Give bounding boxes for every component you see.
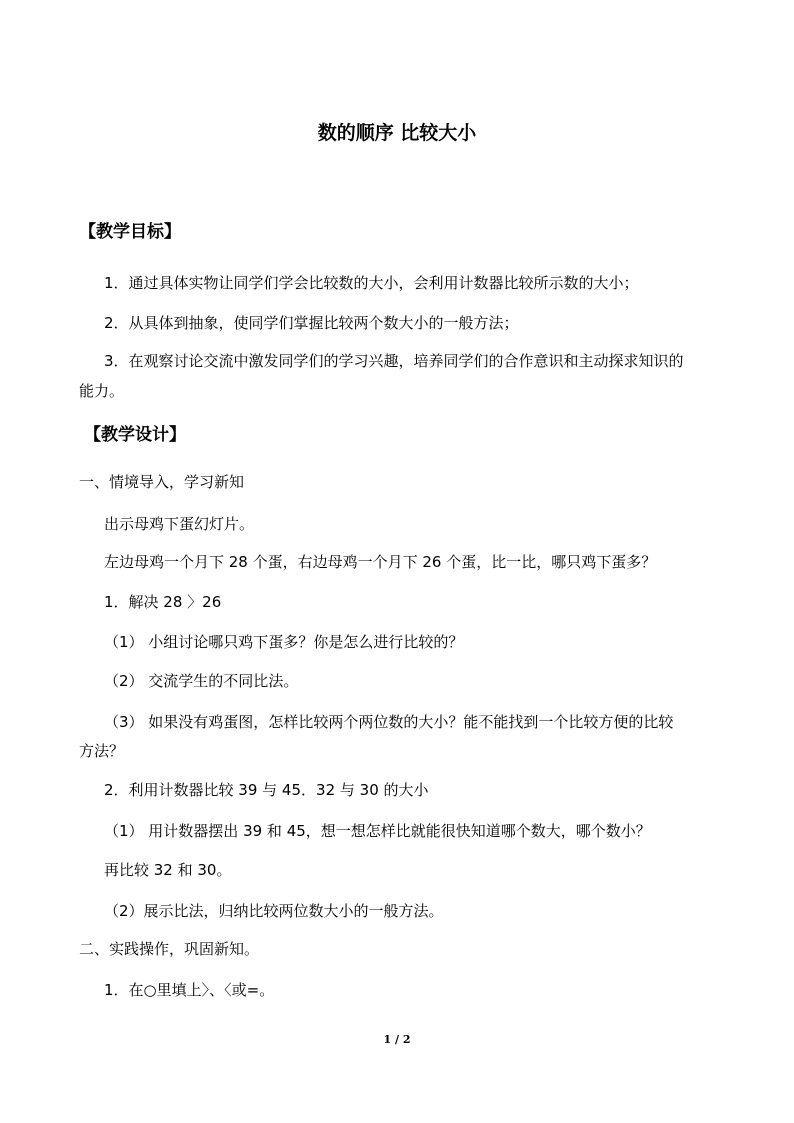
section2-line-1: 1．在○里填上〉、〈或=。: [104, 981, 275, 999]
goal-item-2: 2．从具体到抽象，使同学们掌握比较两个数大小的一般方法；: [104, 314, 519, 332]
goal-item-3: 3．在观察讨论交流中激发同学们的学习兴趣，培养同学们的合作意识和主动探求知识的: [104, 352, 684, 370]
goal-item-3-cont: 能力。: [79, 382, 125, 400]
section1-line-5: （2） 交流学生的不同比法。: [104, 672, 299, 690]
section1-line-10: 再比较 32 和 30。: [104, 861, 232, 879]
section1-line-9: （1） 用计数器摆出 39 和 45，想一想怎样比就能很快知道哪个数大，哪个数小？: [104, 822, 651, 840]
section1-line-6: （3） 如果没有鸡蛋图，怎样比较两个两位数的大小？能不能找到一个比较方便的比较: [104, 713, 674, 731]
section1-line-7: 方法？: [79, 742, 125, 760]
section1-line-2: 左边母鸡一个月下 28 个蛋，右边母鸡一个月下 26 个蛋，比一比，哪只鸡下蛋多？: [104, 553, 657, 571]
section1-line-4: （1） 小组讨论哪只鸡下蛋多？你是怎么进行比较的？: [104, 633, 464, 651]
section1-line-11: （2）展示比法，归纳比较两位数大小的一般方法。: [104, 902, 444, 920]
goals-heading: 【教学目标】: [79, 222, 181, 242]
section1-line-8: 2．利用计数器比较 39 与 45．32 与 30 的大小: [104, 781, 429, 799]
page-title: 数的顺序 比较大小: [317, 122, 477, 144]
design-heading: 【教学设计】: [84, 425, 186, 445]
goal-item-1: 1．通过具体实物让同学们学会比较数的大小，会利用计数器比较所示数的大小；: [104, 274, 639, 292]
section2-title: 二、实践操作，巩固新知。: [79, 940, 260, 958]
section1-line-3: 1．解决 28 〉26: [104, 593, 222, 611]
page-number: 1 / 2: [383, 1033, 411, 1046]
section1-title: 一、情境导入，学习新知: [79, 473, 245, 491]
section1-line-1: 出示母鸡下蛋幻灯片。: [104, 515, 255, 533]
